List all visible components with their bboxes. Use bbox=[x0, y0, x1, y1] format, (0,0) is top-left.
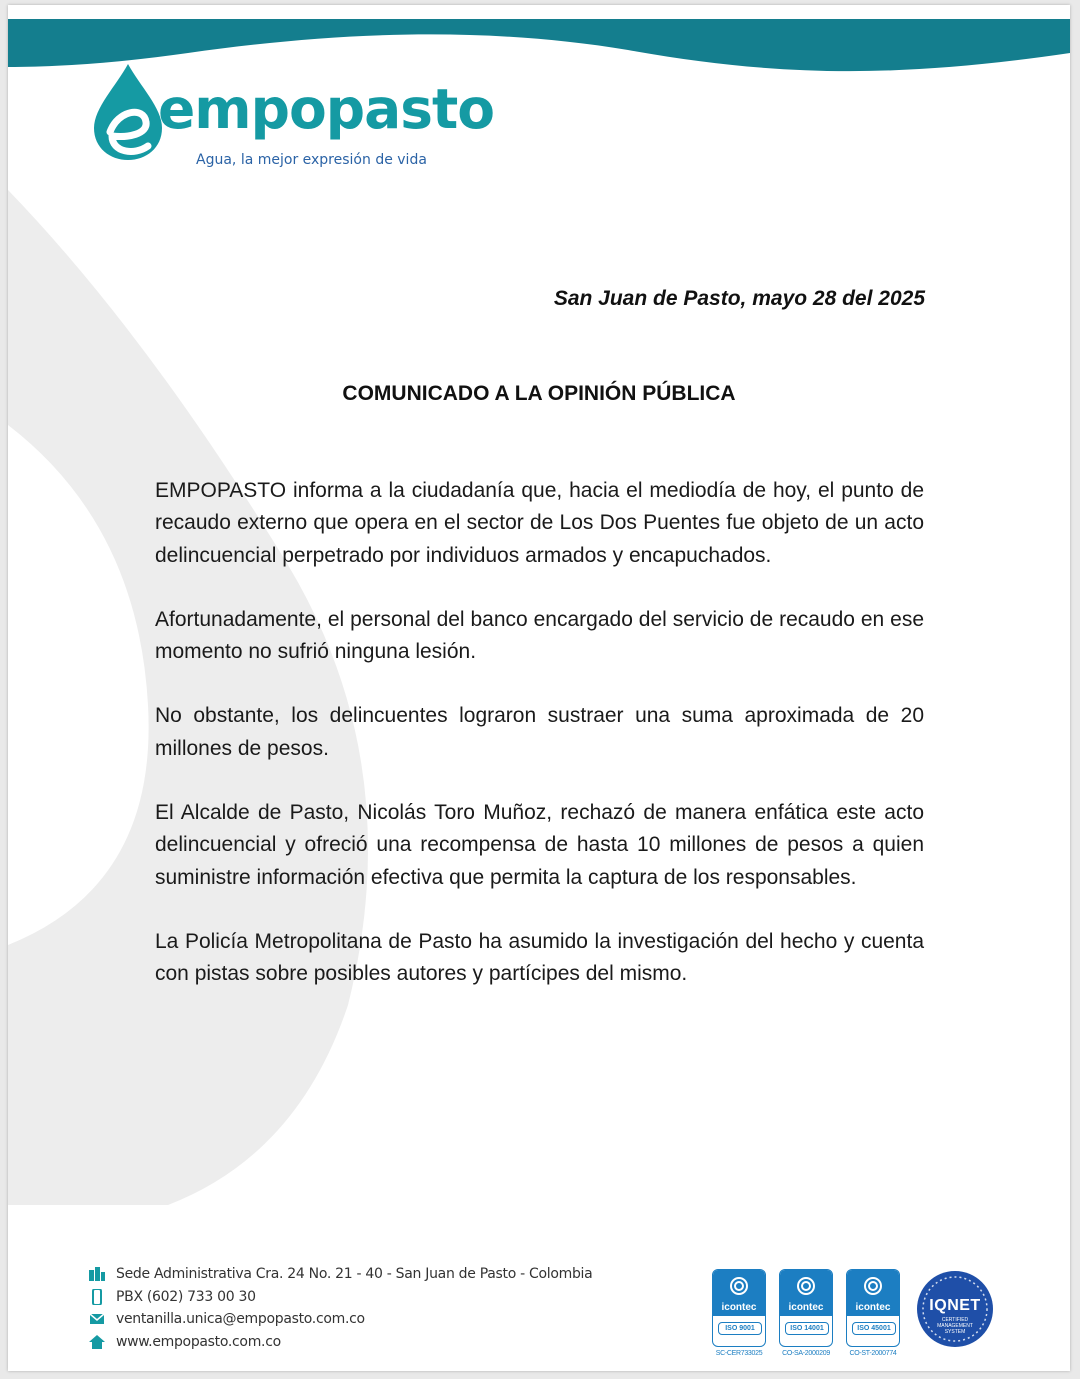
contact-address-text: Sede Administrativa Cra. 24 No. 21 - 40 - San Juan de Pasto - Colombia bbox=[116, 1266, 593, 1283]
logo-wordmark: empopasto bbox=[158, 77, 495, 141]
phone-icon bbox=[88, 1289, 106, 1305]
empopasto-logo bbox=[88, 60, 495, 180]
body-paragraph: La Policía Metropolitana de Pasto ha asumido la investigación del hecho y cuenta con pistas sobre posibles autores y partícipes del mismo. bbox=[155, 929, 924, 986]
home-icon bbox=[88, 1334, 106, 1350]
cert-code: SC-CER733025 bbox=[715, 1350, 763, 1357]
contact-email bbox=[88, 1308, 592, 1331]
water-drop-logo-icon bbox=[88, 60, 168, 165]
contact-phone bbox=[88, 1286, 592, 1309]
iqnet-subtitle: CERTIFIED MANAGEMENT SYSTEM bbox=[937, 1317, 973, 1335]
contact-address bbox=[88, 1263, 592, 1286]
mail-icon bbox=[88, 1311, 106, 1327]
iqnet-seal bbox=[917, 1271, 993, 1347]
body-paragraph: El Alcalde de Pasto, Nicolás Toro Muñoz, rechazó de manera enfática este acto delincuencial y ofreció una recompensa de hasta 10 millones de pesos a quien suministre información efectiva que permita la captura de los responsables. bbox=[155, 801, 924, 889]
letter-title: COMUNICADO A LA OPINIÓN PÚBLICA bbox=[342, 382, 736, 405]
cert-name: icontec bbox=[788, 1302, 824, 1313]
icontec-logo-icon bbox=[796, 1276, 816, 1296]
contact-website bbox=[88, 1331, 592, 1354]
cert-code: CO-SA-2000209 bbox=[782, 1350, 830, 1357]
icontec-iso-9001-seal bbox=[712, 1269, 766, 1357]
iqnet-name: IQNET bbox=[929, 1297, 981, 1314]
building-icon bbox=[88, 1266, 106, 1282]
contact-website-text: www.empopasto.com.co bbox=[116, 1333, 281, 1350]
cert-standard: ISO 14001 bbox=[785, 1322, 829, 1335]
icontec-logo-icon bbox=[729, 1276, 749, 1296]
body-paragraph: Afortunadamente, el personal del banco encargado del servicio de recaudo en ese momento no sufrió ninguna lesión. bbox=[155, 607, 924, 664]
letter-date: San Juan de Pasto, mayo 28 del 2025 bbox=[553, 287, 925, 310]
letter-page bbox=[8, 5, 1070, 1371]
logo-tagline: Agua, la mejor expresión de vida bbox=[196, 152, 427, 168]
icontec-logo-icon bbox=[863, 1276, 883, 1296]
icontec-iso-45001-seal bbox=[846, 1269, 900, 1357]
cert-standard: ISO 9001 bbox=[718, 1322, 762, 1335]
cert-name: icontec bbox=[855, 1302, 891, 1313]
cert-code: CO-ST-2000774 bbox=[849, 1350, 897, 1357]
letter-body bbox=[155, 475, 924, 1023]
footer-contact-info bbox=[88, 1263, 592, 1353]
contact-phone-text: PBX (602) 733 00 30 bbox=[116, 1288, 256, 1305]
cert-standard: ISO 45001 bbox=[852, 1322, 896, 1335]
body-paragraph: EMPOPASTO informa a la ciudadanía que, hacia el mediodía de hoy, el punto de recaudo externo que opera en el sector de Los Dos Puentes fue objeto de un acto delincuencial perpetrado por individuos armados y encapuchados. bbox=[155, 479, 924, 567]
certification-seals bbox=[712, 1269, 1002, 1359]
body-paragraph: No obstante, los delincuentes lograron sustraer una suma aproximada de 20 millones de pesos. bbox=[155, 704, 924, 760]
contact-email-text: ventanilla.unica@empopasto.com.co bbox=[116, 1311, 365, 1328]
cert-name: icontec bbox=[721, 1302, 757, 1313]
icontec-iso-14001-seal bbox=[779, 1269, 833, 1357]
